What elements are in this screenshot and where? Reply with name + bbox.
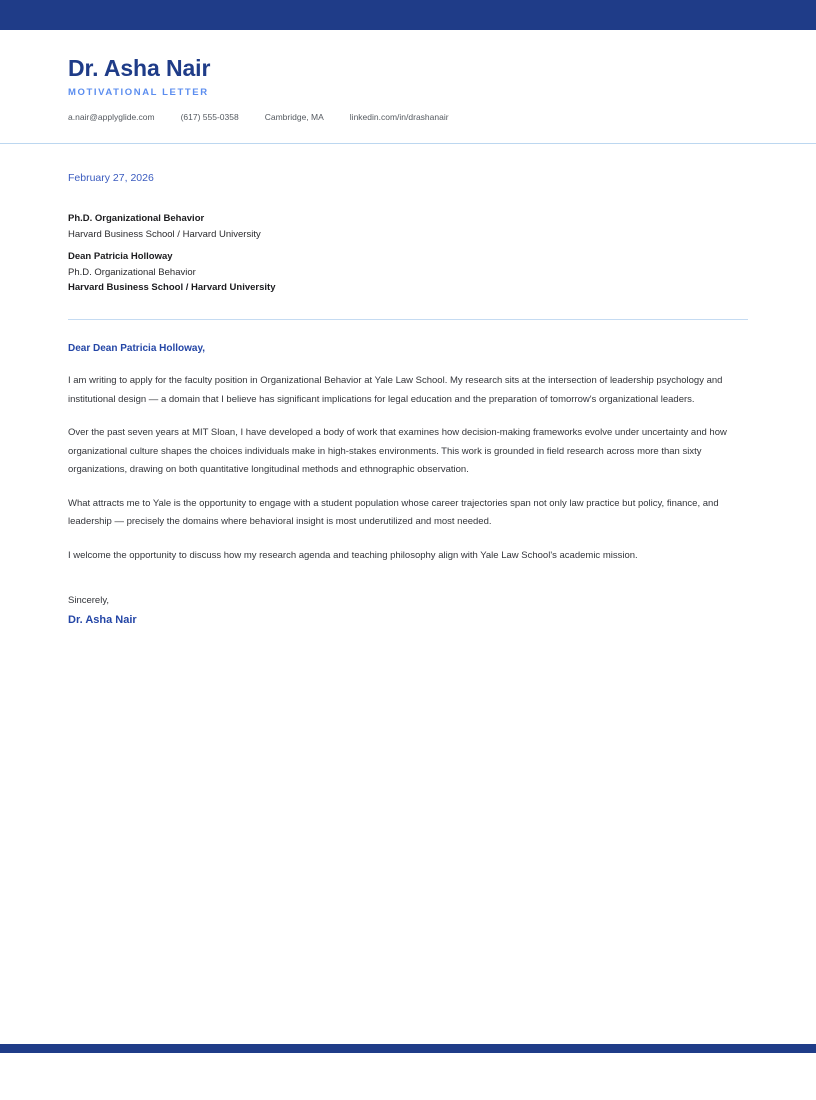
recipient-gap bbox=[68, 242, 748, 249]
letterhead bbox=[0, 30, 816, 144]
recipient-institution: Harvard Business School / Harvard University bbox=[68, 228, 261, 240]
recipient-position: Ph.D. Organizational Behavior bbox=[68, 213, 205, 225]
contact-phone[interactable]: (617) 555-0358 bbox=[180, 111, 239, 122]
document-kind-label: MOTIVATIONAL LETTER bbox=[68, 87, 209, 99]
body-paragraph: What attracts me to Yale is the opportunity to engage with a student population whose career trajectories span not only law practice but policy, finance, and leadership — precisely the domains where behavioral insight is most underutilized and most needed. bbox=[68, 497, 719, 528]
bottom-accent-bar bbox=[0, 1044, 816, 1053]
footer-spacer bbox=[0, 836, 816, 1044]
letter-body bbox=[0, 144, 816, 836]
body-paragraph: I am writing to apply for the faculty position in Organizational Behavior at Yale Law School. My research sits at the intersection of leadership psychology and institutional design — a domain that I believe has significant implications for legal education and the preparation of tomorrow's organizational leaders. bbox=[68, 375, 723, 405]
salutation: Dear Dean Patricia Holloway, bbox=[68, 343, 206, 355]
page-title: Dr. Asha Nair bbox=[68, 55, 211, 81]
closing-block bbox=[68, 593, 748, 628]
contact-linkedin[interactable]: linkedin.com/in/drashanair bbox=[349, 111, 449, 122]
top-accent-bar bbox=[0, 0, 816, 30]
section-divider bbox=[68, 319, 748, 320]
page-margin-bottom bbox=[0, 1053, 816, 1100]
body-paragraph: Over the past seven years at MIT Sloan, I have developed a body of work that examines how decision-making frameworks evolve under uncertainty and how organizational culture shapes the choices individuals make in high-stakes environments. This work is grounded in field research across more than sixty organizations, drawing on both quantitative longitudinal methods and ethnographic observation. bbox=[68, 427, 727, 476]
letter-date: February 27, 2026 bbox=[68, 171, 154, 184]
body-paragraph: I welcome the opportunity to discuss how my research agenda and teaching philosophy align with Yale Law School's academic mission. bbox=[68, 549, 638, 561]
closing-salutation: Sincerely, bbox=[68, 595, 110, 607]
recipient-contact-institution: Harvard Business School / Harvard University bbox=[68, 281, 276, 293]
recipient-contact-title: Ph.D. Organizational Behavior bbox=[68, 266, 196, 278]
contact-row bbox=[68, 112, 748, 123]
contact-location: Cambridge, MA bbox=[264, 111, 324, 122]
contact-email[interactable]: a.nair@applyglide.com bbox=[68, 111, 155, 122]
recipient-contact-name: Dean Patricia Holloway bbox=[68, 251, 173, 263]
recipient-block bbox=[68, 211, 748, 295]
signature-name: Dr. Asha Nair bbox=[68, 613, 137, 626]
